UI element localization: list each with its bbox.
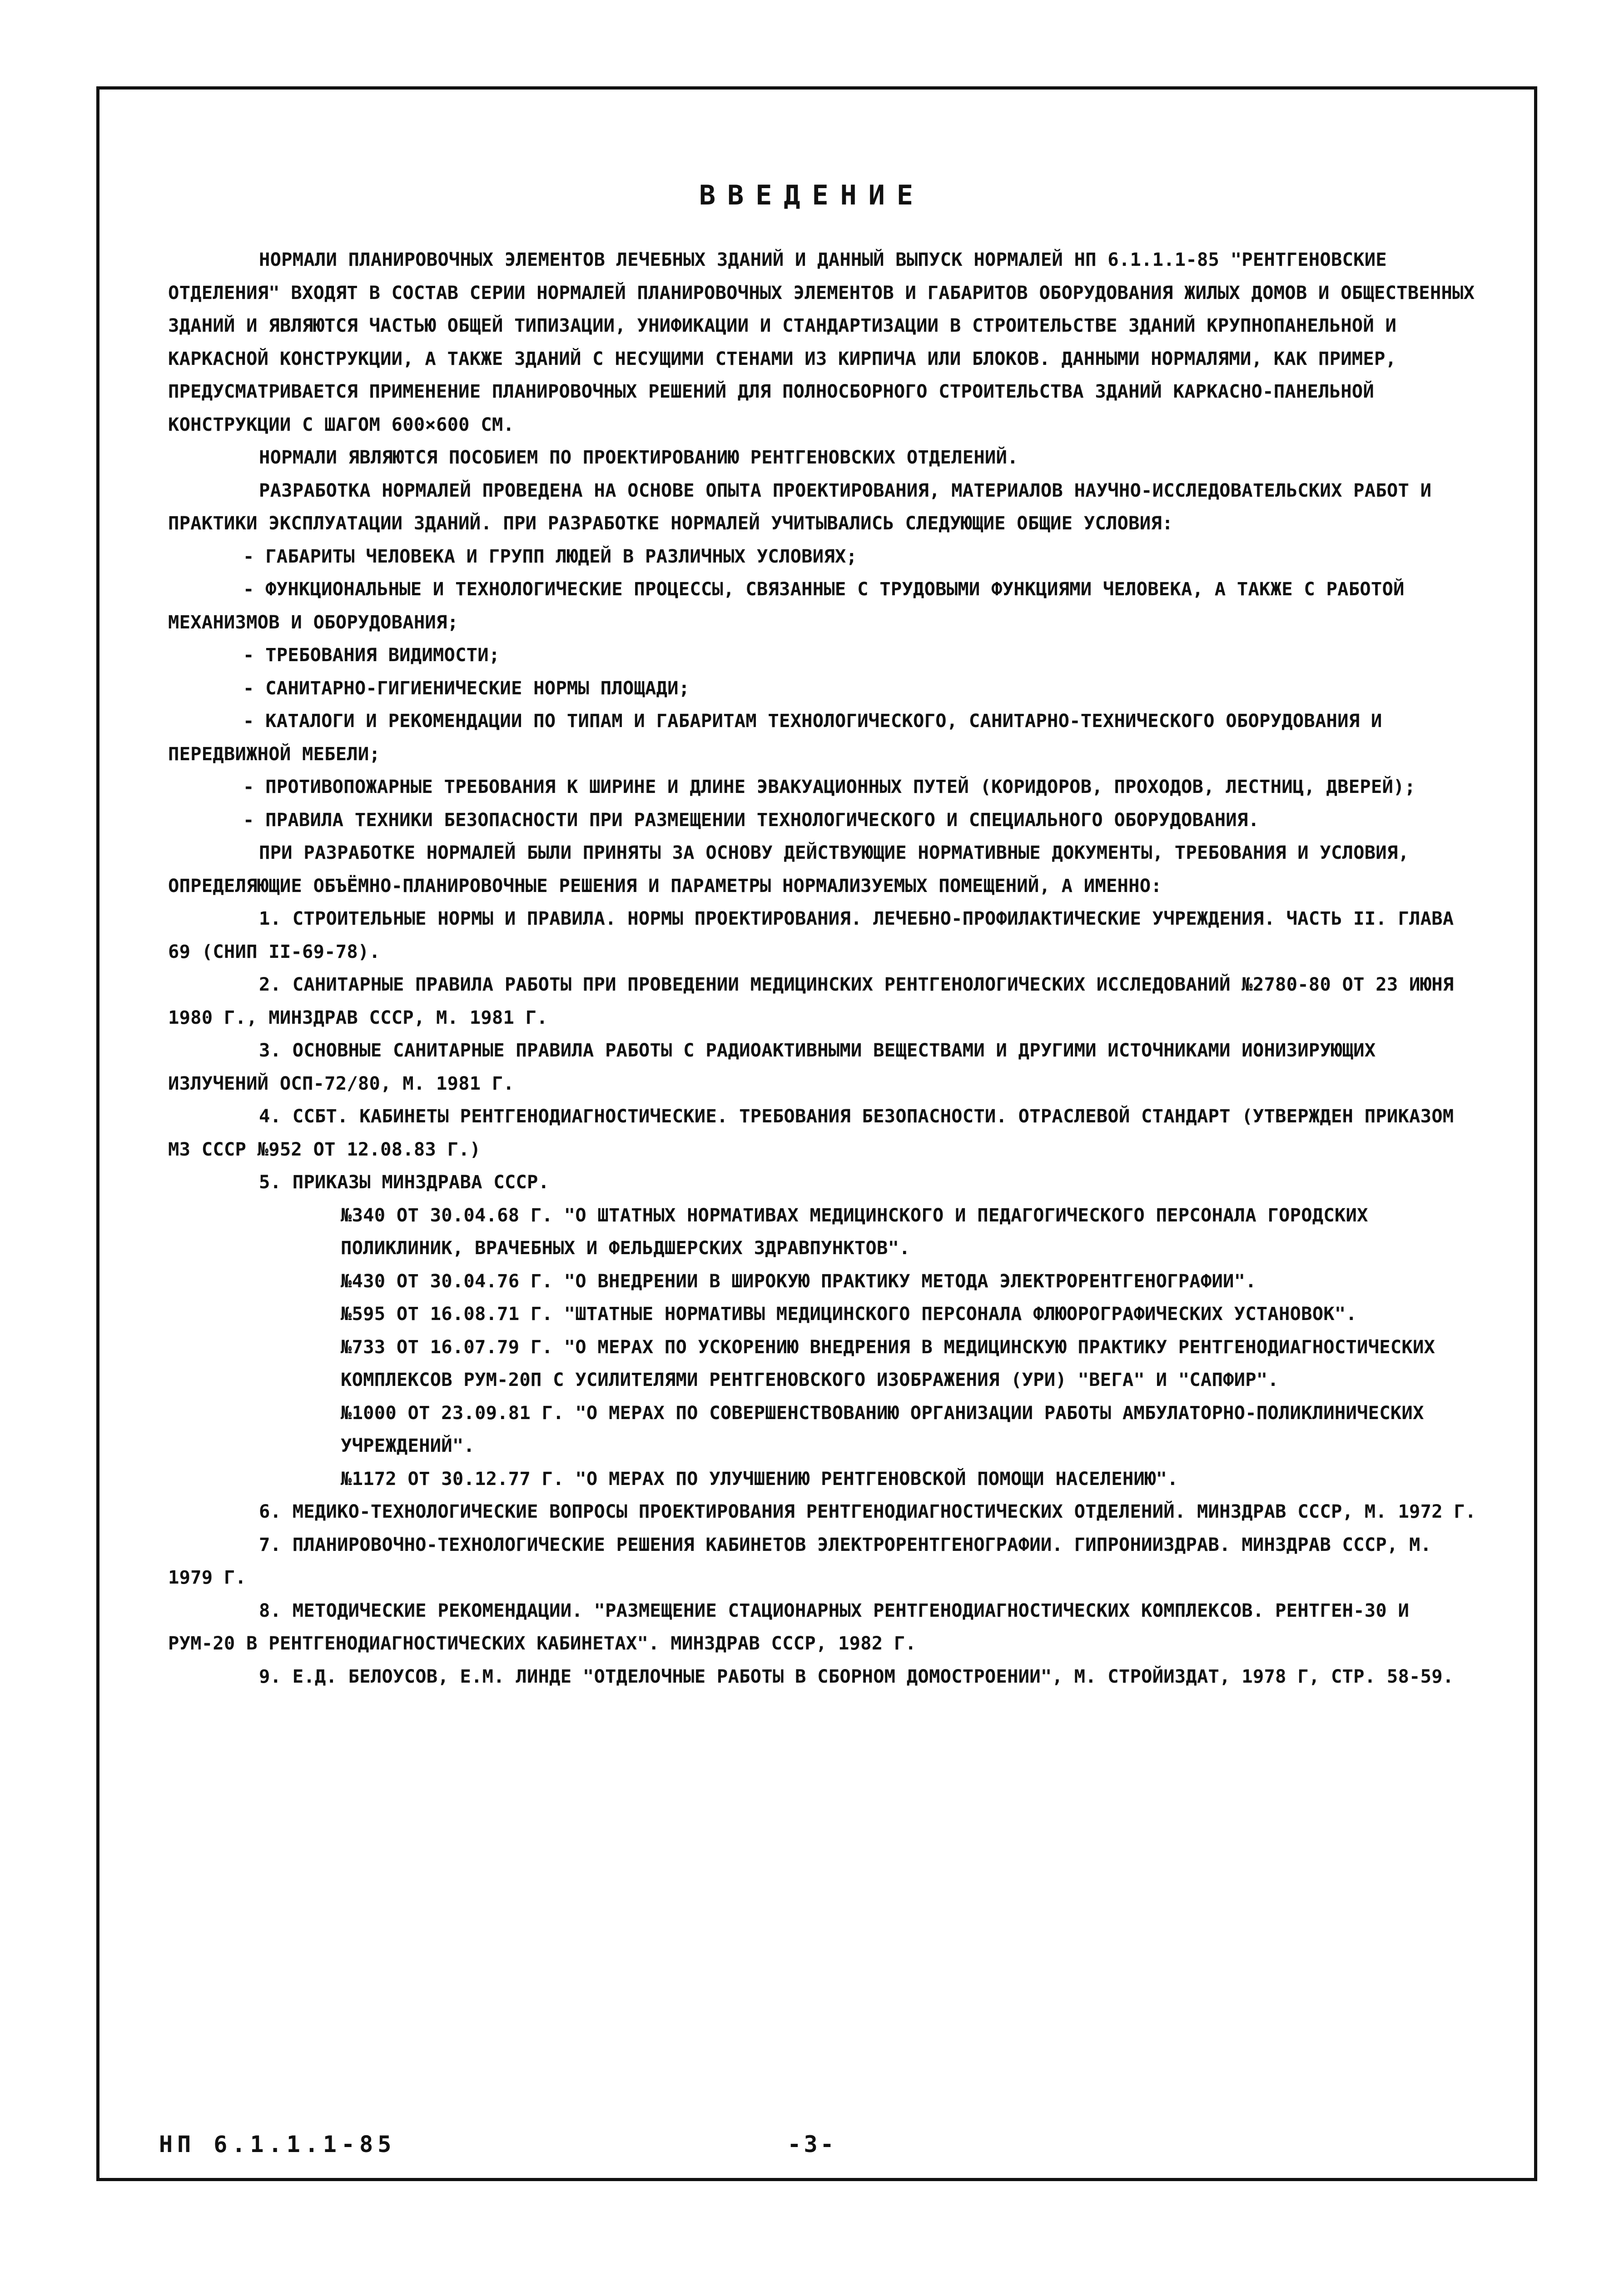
intro-paragraph: РАЗРАБОТКА НОРМАЛЕЙ ПРОВЕДЕНА НА ОСНОВЕ ОПЫТА ПРОЕКТИРОВАНИЯ, МАТЕРИАЛОВ НАУЧНО-ИССЛЕДОВАТЕЛЬСКИХ РАБОТ И ПРАКТИКИ ЭКСПЛУАТАЦИИ ЗДАНИЙ. ПРИ РАЗРАБОТКЕ НОРМАЛЕЙ УЧИТЫВАЛИСЬ СЛЕДУЮЩИЕ ОБЩИЕ УСЛОВИЯ: — [168, 479, 1432, 534]
condition-item: - ТРЕБОВАНИЯ ВИДИМОСТИ; — [243, 644, 500, 666]
reference-item: 5. ПРИКАЗЫ МИНЗДРАВА СССР. — [259, 1171, 550, 1193]
reference-item: 9. Е.Д. БЕЛОУСОВ, Е.М. ЛИНДЕ "ОТДЕЛОЧНЫЕ РАБОТЫ В СБОРНОМ ДОМОСТРОЕНИИ", М. СТРОЙИЗДАТ, 1978 Г, СТР. 58-59. — [259, 1665, 1454, 1687]
condition-item: - ПРОТИВОПОЖАРНЫЕ ТРЕБОВАНИЯ К ШИРИНЕ И ДЛИНЕ ЭВАКУАЦИОННЫХ ПУТЕЙ (КОРИДОРОВ, ПРОХОДОВ, ЛЕСТНИЦ, ДВЕРЕЙ); — [243, 776, 1416, 797]
reference-item: 1. СТРОИТЕЛЬНЫЕ НОРМЫ И ПРАВИЛА. НОРМЫ ПРОЕКТИРОВАНИЯ. ЛЕЧЕБНО-ПРОФИЛАКТИЧЕСКИЕ УЧРЕЖДЕНИЯ. ЧАСТЬ II. ГЛАВА 69 (СНИП II-69-78). — [168, 907, 1454, 962]
condition-item: - САНИТАРНО-ГИГИЕНИЧЕСКИЕ НОРМЫ ПЛОЩАДИ; — [243, 677, 690, 699]
order-item: №733 ОТ 16.07.79 Г. "О МЕРАХ ПО УСКОРЕНИЮ ВНЕДРЕНИЯ В МЕДИЦИНСКУЮ ПРАКТИКУ РЕНТГЕНОДИАГНОСТИЧЕСКИХ КОМПЛЕКСОВ РУМ-20П С УСИЛИТЕЛЯМИ РЕНТГЕНОВСКОГО ИЗОБРАЖЕНИЯ (УРИ) "ВЕГА" И "САПФИР". — [341, 1335, 1435, 1390]
condition-item: - КАТАЛОГИ И РЕКОМЕНДАЦИИ ПО ТИПАМ И ГАБАРИТАМ ТЕХНОЛОГИЧЕСКОГО, САНИТАРНО-ТЕХНИЧЕСКОГО ОБОРУДОВАНИЯ И ПЕРЕДВИЖНОЙ МЕБЕЛИ; — [168, 710, 1382, 765]
reference-item: 7. ПЛАНИРОВОЧНО-ТЕХНОЛОГИЧЕСКИЕ РЕШЕНИЯ КАБИНЕТОВ ЭЛЕКТРОРЕНТГЕНОГРАФИИ. ГИПРОНИИЗДРАВ. МИНЗДРАВ СССР, М. 1979 Г. — [168, 1533, 1432, 1588]
order-item: №595 ОТ 16.08.71 Г. "ШТАТНЫЕ НОРМАТИВЫ МЕДИЦИНСКОГО ПЕРСОНАЛА ФЛЮОРОГРАФИЧЕСКИХ УСТАНОВОК". — [341, 1303, 1357, 1325]
order-item: №430 ОТ 30.04.76 Г. "О ВНЕДРЕНИИ В ШИРОКУЮ ПРАКТИКУ МЕТОДА ЭЛЕКТРОРЕНТГЕНОГРАФИИ". — [341, 1270, 1256, 1292]
condition-item: - ФУНКЦИОНАЛЬНЫЕ И ТЕХНОЛОГИЧЕСКИЕ ПРОЦЕССЫ, СВЯЗАННЫЕ С ТРУДОВЫМИ ФУНКЦИЯМИ ЧЕЛОВЕКА, А ТАКЖЕ С РАБОТОЙ МЕХАНИЗМОВ И ОБОРУДОВАНИЯ; — [168, 578, 1405, 633]
document-code: НП 6.1.1.1-85 — [159, 2131, 396, 2157]
reference-item: 3. ОСНОВНЫЕ САНИТАРНЫЕ ПРАВИЛА РАБОТЫ С РАДИОАКТИВНЫМИ ВЕЩЕСТВАМИ И ДРУГИМИ ИСТОЧНИКАМИ ИОНИЗИРУЮЩИХ ИЗЛУЧЕНИЙ ОСП-72/80, М. 1981 Г. — [168, 1039, 1376, 1094]
page-number: -3- — [787, 2131, 837, 2157]
condition-item: - ПРАВИЛА ТЕХНИКИ БЕЗОПАСНОСТИ ПРИ РАЗМЕЩЕНИИ ТЕХНОЛОГИЧЕСКОГО И СПЕЦИАЛЬНОГО ОБОРУДОВАНИЯ. — [243, 808, 1260, 831]
reference-item: 4. ССБТ. КАБИНЕТЫ РЕНТГЕНОДИАГНОСТИЧЕСКИЕ. ТРЕБОВАНИЯ БЕЗОПАСНОСТИ. ОТРАСЛЕВОЙ СТАНДАРТ (УТВЕРЖДЕН ПРИКАЗОМ МЗ СССР №952 ОТ 12.08.83 Г.) — [168, 1105, 1454, 1160]
document-body — [168, 243, 1476, 1693]
order-item: №1000 ОТ 23.09.81 Г. "О МЕРАХ ПО СОВЕРШЕНСТВОВАНИЮ ОРГАНИЗАЦИИ РАБОТЫ АМБУЛАТОРНО-ПОЛИКЛИНИЧЕСКИХ УЧРЕЖДЕНИЙ". — [341, 1401, 1424, 1456]
condition-item: - ГАБАРИТЫ ЧЕЛОВЕКА И ГРУПП ЛЮДЕЙ В РАЗЛИЧНЫХ УСЛОВИЯХ; — [243, 545, 858, 567]
order-item: №340 ОТ 30.04.68 Г. "О ШТАТНЫХ НОРМАТИВАХ МЕДИЦИНСКОГО И ПЕДАГОГИЧЕСКОГО ПЕРСОНАЛА ГОРОДСКИХ ПОЛИКЛИНИК, ВРАЧЕБНЫХ И ФЕЛЬДШЕРСКИХ ЗДРАВПУНКТОВ". — [341, 1204, 1368, 1259]
order-item: №1172 ОТ 30.12.77 Г. "О МЕРАХ ПО УЛУЧШЕНИЮ РЕНТГЕНОВСКОЙ ПОМОЩИ НАСЕЛЕНИЮ". — [341, 1467, 1178, 1490]
basis-paragraph: ПРИ РАЗРАБОТКЕ НОРМАЛЕЙ БЫЛИ ПРИНЯТЫ ЗА ОСНОВУ ДЕЙСТВУЮЩИЕ НОРМАТИВНЫЕ ДОКУМЕНТЫ, ТРЕБОВАНИЯ И УСЛОВИЯ, ОПРЕДЕЛЯЮЩИЕ ОБЪЁМНО-ПЛАНИРОВОЧНЫЕ РЕШЕНИЯ И ПАРАМЕТРЫ НОРМАЛИЗУЕМЫХ ПОМЕЩЕНИЙ, А ИМЕННО: — [168, 842, 1410, 897]
reference-item: 2. САНИТАРНЫЕ ПРАВИЛА РАБОТЫ ПРИ ПРОВЕДЕНИИ МЕДИЦИНСКИХ РЕНТГЕНОЛОГИЧЕСКИХ ИССЛЕДОВАНИЙ №2780-80 ОТ 23 ИЮНЯ 1980 Г., МИНЗДРАВ СССР, М. 1981 Г. — [168, 973, 1454, 1028]
intro-paragraph: НОРМАЛИ ЯВЛЯЮТСЯ ПОСОБИЕМ ПО ПРОЕКТИРОВАНИЮ РЕНТГЕНОВСКИХ ОТДЕЛЕНИЙ. — [259, 446, 1018, 468]
page-title: ВВЕДЕНИЕ — [699, 179, 925, 211]
reference-item: 8. МЕТОДИЧЕСКИЕ РЕКОМЕНДАЦИИ. "РАЗМЕЩЕНИЕ СТАЦИОНАРНЫХ РЕНТГЕНОДИАГНОСТИЧЕСКИХ КОМПЛЕКСОВ. РЕНТГЕН-30 И РУМ-20 В РЕНТГЕНОДИАГНОСТИЧЕСКИХ КАБИНЕТАХ". МИНЗДРАВ СССР, 1982 Г. — [168, 1599, 1410, 1654]
reference-item: 6. МЕДИКО-ТЕХНОЛОГИЧЕСКИЕ ВОПРОСЫ ПРОЕКТИРОВАНИЯ РЕНТГЕНОДИАГНОСТИЧЕСКИХ ОТДЕЛЕНИЙ. МИНЗДРАВ СССР, М. 1972 Г. — [259, 1500, 1476, 1522]
intro-paragraph: НОРМАЛИ ПЛАНИРОВОЧНЫХ ЭЛЕМЕНТОВ ЛЕЧЕБНЫХ ЗДАНИЙ И ДАННЫЙ ВЫПУСК НОРМАЛЕЙ НП 6.1.1.1-85 "РЕНТГЕНОВСКИЕ ОТДЕЛЕНИЯ" ВХОДЯТ В СОСТАВ СЕРИИ НОРМАЛЕЙ ПЛАНИРОВОЧНЫХ ЭЛЕМЕНТОВ И ГАБАРИТОВ ОБОРУДОВАНИЯ ЖИЛЫХ ДОМОВ И ОБЩЕСТВЕННЫХ ЗДАНИЙ И ЯВЛЯЮТСЯ ЧАСТЬЮ ОБЩЕЙ ТИПИЗАЦИИ, УНИФИКАЦИИ И СТАНДАРТИЗАЦИИ В СТРОИТЕЛЬСТВЕ ЗДАНИЙ КРУПНОПАНЕЛЬНОЙ И КАРКАСНОЙ КОНСТРУКЦИИ, А ТАКЖЕ ЗДАНИЙ С НЕСУЩИМИ СТЕНАМИ ИЗ КИРПИЧА ИЛИ БЛОКОВ. ДАННЫМИ НОРМАЛЯМИ, КАК ПРИМЕР, ПРЕДУСМАТРИВАЕТСЯ ПРИМЕНЕНИЕ ПЛАНИРОВОЧНЫХ РЕШЕНИЙ ДЛЯ ПОЛНОСБОРНОГО СТРОИТЕЛЬСТВА ЗДАНИЙ КАРКАСНО-ПАНЕЛЬНОЙ КОНСТРУКЦИИ С ШАГОМ 600×600 СМ. — [168, 249, 1475, 435]
